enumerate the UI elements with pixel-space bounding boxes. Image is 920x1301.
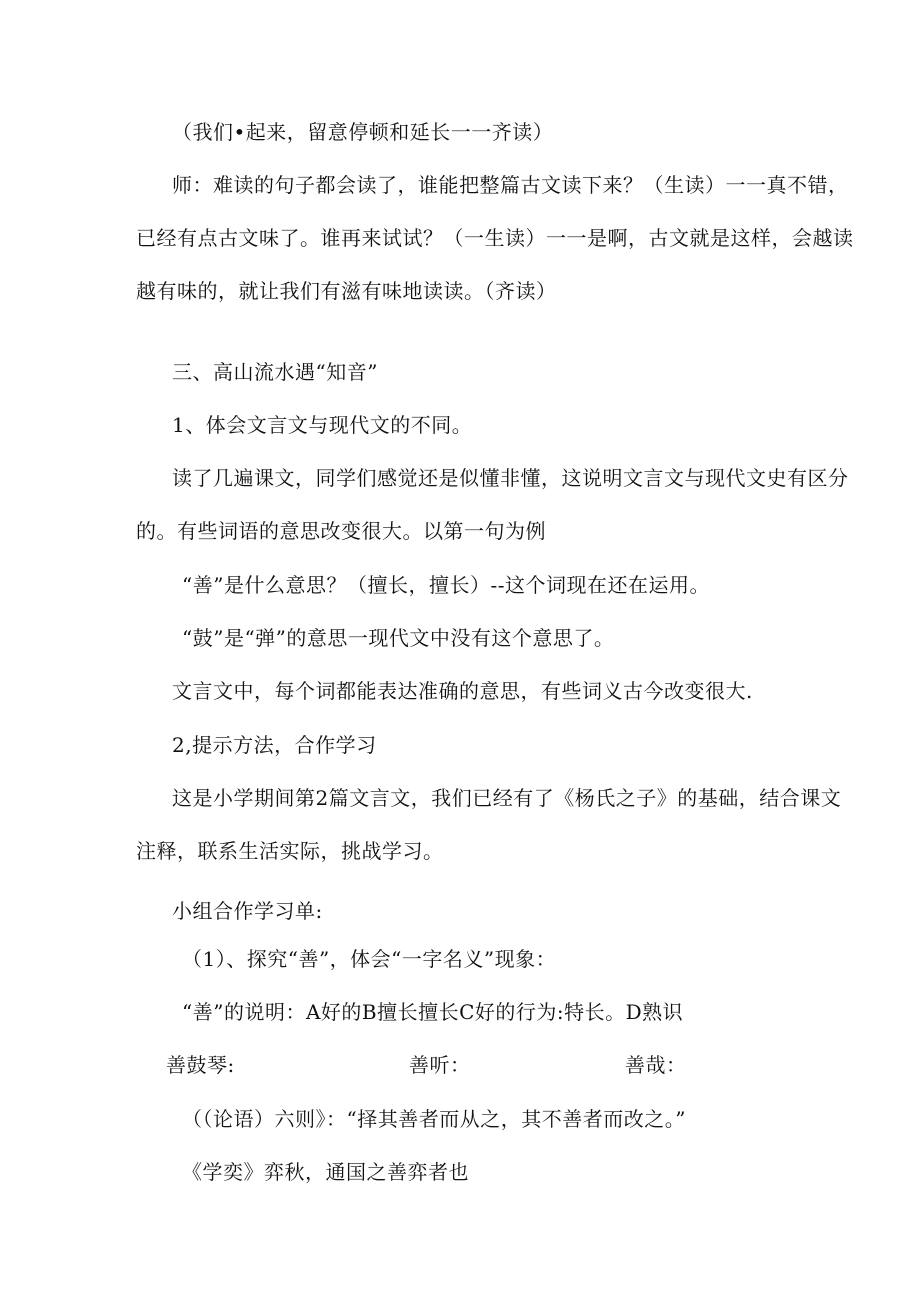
subheading-1: 1、体会文言文与现代文的不同。: [172, 413, 473, 437]
text-line-12: “善”的说明：A好的B擅长擅长C好的行为:特长。D熟识: [182, 1000, 684, 1024]
quote-line-1: （（论语）六则》：“择其善者而从之，其不善者而改之。”: [182, 1107, 686, 1131]
text-line-3: 已经有点古文味了。谁再来试试？（一生读）一一是啊，古文就是这样，会越读: [136, 226, 854, 250]
text-line-4: 越有味的，就让我们有滋有味地读读。（齐读）: [136, 279, 557, 303]
worksheet-item-1: （1）、探究“善”，体会“一字名义”现象：: [182, 947, 557, 971]
quote-line-2: 《学奕》弈秋，通国之善弈者也: [182, 1160, 469, 1184]
blank-item-1: 善鼓琴:: [166, 1053, 235, 1077]
text-line-9: 文言文中，每个词都能表达准确的意思，有些词义古今改变很大.: [172, 679, 753, 703]
text-line-8: “鼓”是“弹”的意思一现代文中没有这个意思了。: [182, 626, 615, 650]
text-line-11: 注释，联系生活实际，挑战学习。: [136, 839, 444, 863]
section-heading-3: 三、高山流水遇“知音”: [172, 360, 378, 384]
text-line-10: 这是小学期间第2篇文言文，我们已经有了《杨氏之子》的基础，结合课文: [172, 786, 842, 810]
text-line-2: 师：难读的句子都会读了，谁能把整篇古文读下来？（生读）一一真不错，: [172, 173, 849, 197]
text-line-7: “善”是什么意思？（擅长，擅长）--这个词现在还在运用。: [182, 573, 710, 597]
text-line-1: （我们•起来，留意停顿和延长一一齐读）: [172, 120, 554, 144]
text-line-6: 的。有些词语的意思改变很大。以第一句为例: [136, 519, 546, 543]
blank-item-3: 善哉：: [625, 1053, 687, 1077]
text-line-5: 读了几遍课文，同学们感觉还是似懂非懂，这说明文言文与现代文史有区分: [172, 466, 849, 490]
blank-item-2: 善听：: [409, 1053, 471, 1077]
subheading-2: 2,提示方法，合作学习: [172, 733, 377, 757]
worksheet-title: 小组合作学习单:: [172, 899, 323, 923]
